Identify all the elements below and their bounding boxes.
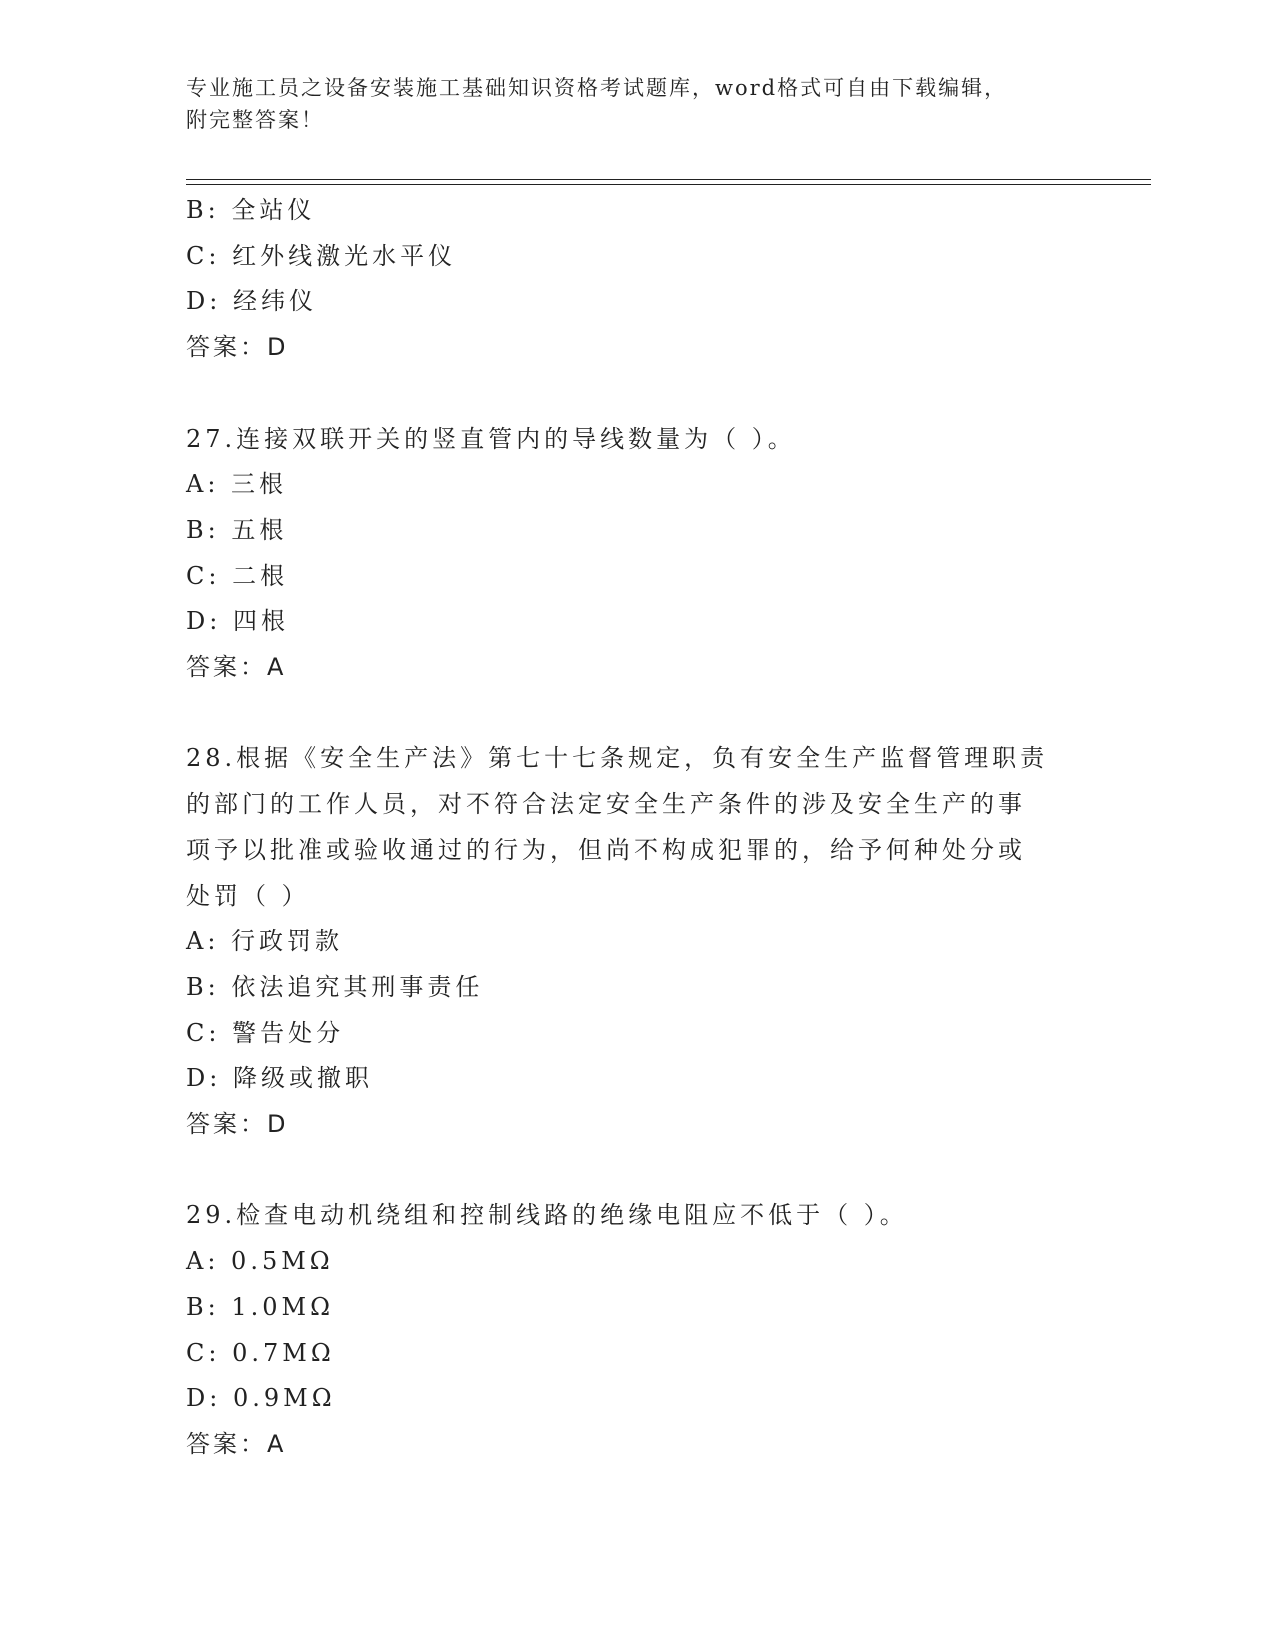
option-d: D: 0.9MΩ [186, 1384, 336, 1413]
option-c: C: 0.7MΩ [186, 1338, 335, 1367]
option-d: D: 经纬仪 [186, 287, 317, 316]
question-text-line-2: 的部门的工作人员，对不符合法定安全生产条件的涉及安全生产的事 [186, 790, 1026, 819]
option-d: D: 降级或撤职 [186, 1064, 373, 1093]
option-b: B: 五根 [186, 515, 288, 544]
header-line-2: 附完整答案！ [186, 108, 324, 132]
option-a: A: 三根 [186, 470, 288, 499]
header-divider-top [186, 179, 1151, 180]
option-a: A: 行政罚款 [186, 927, 344, 956]
option-b: B: 依法追究其刑事责任 [186, 972, 484, 1001]
answer-line: 答案：A [186, 653, 287, 682]
answer-line: 答案：D [186, 333, 289, 362]
option-a: A: 0.5MΩ [186, 1247, 334, 1276]
header-divider-bottom [186, 184, 1151, 185]
question-text-line-4: 处罚（ ） [186, 881, 310, 910]
question-text: 29.检查电动机绕组和控制线路的绝缘电阻应不低于（ ）。 [186, 1201, 908, 1230]
question-text-line-3: 项予以批准或验收通过的行为，但尚不构成犯罪的，给予何种处分或 [186, 835, 1026, 864]
question-list [186, 188, 1086, 1468]
document-header [186, 72, 1086, 136]
question-block-29 [186, 1193, 1086, 1467]
question-block-27 [186, 417, 1086, 691]
option-c: C: 二根 [186, 561, 289, 590]
question-text-line-1: 28.根据《安全生产法》第七十七条规定，负有安全生产监督管理职责 [186, 744, 1049, 773]
header-line-1: 专业施工员之设备安装施工基础知识资格考试题库，word格式可自由下载编辑， [186, 76, 1008, 100]
option-c: C: 警告处分 [186, 1018, 345, 1047]
spacer [186, 1148, 1086, 1194]
question-block-28 [186, 736, 1086, 1147]
question-block-26 [186, 188, 1086, 371]
option-b: B: 1.0MΩ [186, 1292, 334, 1321]
spacer [186, 371, 1086, 417]
option-c: C: 红外线激光水平仪 [186, 241, 457, 270]
option-b: B: 全站仪 [186, 196, 316, 224]
option-d: D: 四根 [186, 607, 289, 636]
question-text: 27.连接双联开关的竖直管内的导线数量为（ ）。 [186, 424, 796, 453]
answer-line: 答案：D [186, 1110, 289, 1139]
spacer [186, 691, 1086, 737]
answer-line: 答案：A [186, 1429, 287, 1458]
